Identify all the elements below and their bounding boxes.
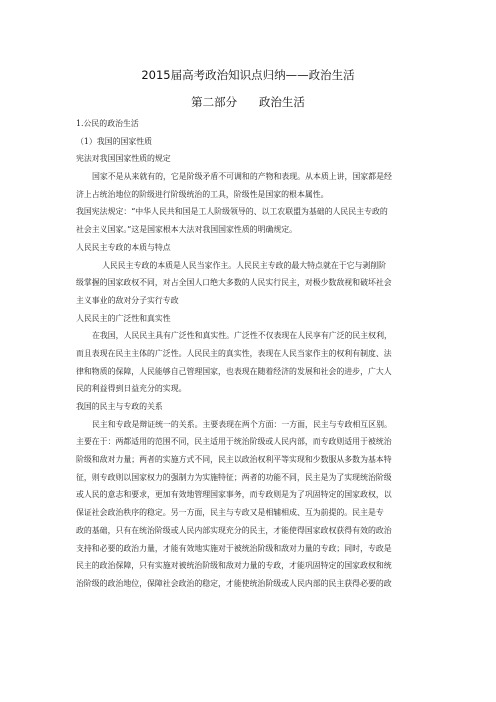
text-line: 主要在于：两都适用的范围不同，民主适用于统治阶级或人民内部，而专政则适用于被统治 (76, 437, 392, 447)
text-line: 保证社会政治秩序的稳定。另一方面，民主与专政又是相辅相成、互为前提的。民主是专 (76, 508, 384, 518)
text-line: 国家不是从来就有的，它是阶级矛盾不可调和的产物和表现。从本质上讲，国家都是经 (92, 172, 392, 182)
text-line: 人民民主专政的本质与特点 (76, 242, 171, 252)
text-line: 支持和必要的政治力量，才能有效地实施对于被统治阶级和敌对力量的专政；同时，专政是 (76, 543, 392, 553)
text-line: 主义事业的敌对分子实行专政 (76, 295, 179, 305)
text-line: 我国宪法规定：“中华人民共和国是工人阶级领导的、以工农联盟为基础的人民民主专政的 (76, 207, 388, 217)
text-line: 治阶级的政治地位，保障社会政治的稳定，才能使统治阶级或人民内部的民主获得必要的政 (76, 578, 392, 588)
part-number: 第二部分 (191, 95, 238, 109)
text-line: 济上占统治地位的阶级进行阶级统治的工具，阶级性是国家的根本属性。 (76, 189, 329, 199)
text-line: 或人民的意志和要求，更加有效地管理国家事务，而专政则是为了巩固特定的国家政权，以 (76, 490, 392, 500)
text-line: 人民民主的广泛性和真实性 (76, 313, 171, 323)
text-line: 我国的民主与专政的关系 (76, 402, 163, 411)
text-line: 征，则专政则以国家权力的强制力为实施特征；两者的功能不同，民主是为了实现统治阶级 (76, 472, 392, 482)
text-line: 在我国，人民民主具有广泛性和真实性。广泛性不仅表现在人民享有广泛的民主权利， (92, 331, 392, 341)
part-name: 政治生活 (258, 95, 305, 109)
text-line: 1.公民的政治生活 (76, 119, 139, 128)
text-line: 民主和专政是辩证统一的关系。主要表现在两个方面：一方面，民主与专政相互区别。 (92, 419, 392, 429)
document-title: 2015届高考政治知识点归纳——政治生活 (141, 68, 355, 82)
text-line: 而且表现在民主主体的广泛性。人民民主的真实性，表现在人民当家作主的权利有制度、法 (76, 348, 392, 358)
part-heading (0, 94, 496, 110)
text-line: 人民民主专政的本质是人民当家作主。人民民主专政的最大特点就在于它与剥削阶 (102, 260, 387, 270)
text-line: 宪法对我国国家性质的规定 (76, 154, 171, 164)
text-line: （1）我国的国家性质 (76, 136, 153, 146)
text-line: 级掌握的国家政权不同，对占全国人口绝大多数的人民实行民主，对极少数敌视和破坏社会 (76, 278, 392, 288)
document-body (76, 115, 422, 593)
text-line: 阶级和敌对力量；两者的实施方式不同，民主以政治权利平等实现和少数服从多数为基本特 (76, 455, 392, 465)
text-line: 政的基础，只有在统治阶级或人民内部实现充分的民主，才能使得国家政权获得有效的政治 (76, 525, 392, 535)
text-line: 民主的政治保障，只有实施对被统治阶级和敌对力量的专政，才能巩固特定的国家政权和统 (76, 561, 392, 571)
text-line: 律和物质的保障，人民能够自己管理国家，也表现在随着经济的发展和社会的进步，广大人 (76, 366, 392, 376)
text-line: 社会主义国家。”这是国家根本大法对我国国家性质的明确规定。 (76, 225, 298, 235)
text-line: 民的利益得到日益充分的实现。 (76, 384, 187, 394)
